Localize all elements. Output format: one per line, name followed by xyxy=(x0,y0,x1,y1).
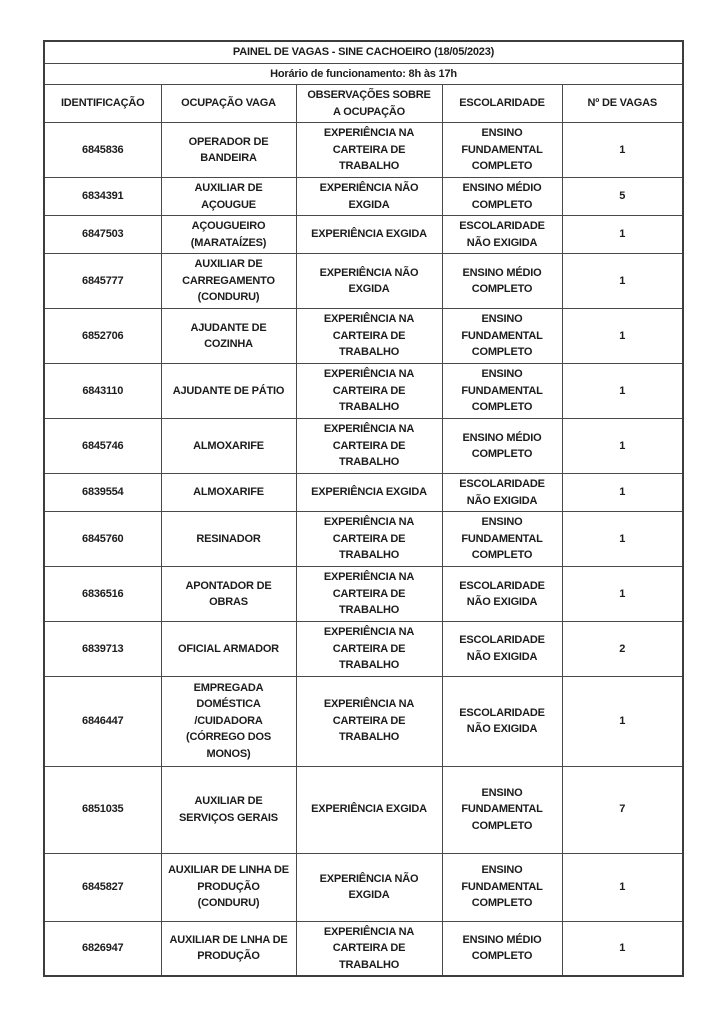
observations-cell: EXPERIÊNCIA EXGIDA xyxy=(296,474,442,512)
id-cell: 6846447 xyxy=(44,676,161,766)
occupation-cell: AUXILIAR DE CARREGAMENTO (CONDURU) xyxy=(161,254,296,309)
vacancy-count-cell: 1 xyxy=(562,921,683,976)
table-title-row xyxy=(44,41,683,63)
table-row xyxy=(44,419,683,474)
opening-hours: Horário de funcionamento: 8h às 17h xyxy=(44,63,683,85)
vacancy-count-cell: 1 xyxy=(562,676,683,766)
education-cell: ESCOLARIDADE NÃO EXIGIDA xyxy=(442,676,562,766)
observations-cell: EXPERIÊNCIA NA CARTEIRA DE TRABALHO xyxy=(296,123,442,178)
table-row xyxy=(44,853,683,921)
vacancy-count-cell: 1 xyxy=(562,567,683,622)
id-cell: 6836516 xyxy=(44,567,161,622)
occupation-cell: AUXILIAR DE AÇOUGUE xyxy=(161,178,296,216)
vacancy-count-cell: 1 xyxy=(562,853,683,921)
id-cell: 6826947 xyxy=(44,921,161,976)
vacancy-count-cell: 1 xyxy=(562,474,683,512)
observations-cell: EXPERIÊNCIA NÃO EXGIDA xyxy=(296,853,442,921)
observations-cell: EXPERIÊNCIA NA CARTEIRA DE TRABALHO xyxy=(296,921,442,976)
occupation-cell: AÇOUGUEIRO (MARATAÍZES) xyxy=(161,216,296,254)
vacancy-count-cell: 2 xyxy=(562,622,683,677)
occupation-cell: AJUDANTE DE COZINHA xyxy=(161,309,296,364)
education-cell: ENSINO MÉDIO COMPLETO xyxy=(442,178,562,216)
observations-cell: EXPERIÊNCIA NA CARTEIRA DE TRABALHO xyxy=(296,567,442,622)
table-row xyxy=(44,364,683,419)
id-cell: 6845746 xyxy=(44,419,161,474)
id-cell: 6851035 xyxy=(44,766,161,853)
id-cell: 6847503 xyxy=(44,216,161,254)
vacancy-count-cell: 1 xyxy=(562,254,683,309)
column-header-identificacao: IDENTIFICAÇÃO xyxy=(44,85,161,123)
table-row xyxy=(44,309,683,364)
education-cell: ENSINO FUNDAMENTAL COMPLETO xyxy=(442,853,562,921)
education-cell: ENSINO FUNDAMENTAL COMPLETO xyxy=(442,309,562,364)
occupation-cell: AJUDANTE DE PÁTIO xyxy=(161,364,296,419)
occupation-cell: OPERADOR DE BANDEIRA xyxy=(161,123,296,178)
table-row xyxy=(44,676,683,766)
vacancy-count-cell: 1 xyxy=(562,216,683,254)
education-cell: ENSINO MÉDIO COMPLETO xyxy=(442,921,562,976)
observations-cell: EXPERIÊNCIA NÃO EXGIDA xyxy=(296,254,442,309)
vacancies-table xyxy=(43,40,684,977)
table-row xyxy=(44,216,683,254)
observations-cell: EXPERIÊNCIA NA CARTEIRA DE TRABALHO xyxy=(296,676,442,766)
column-header-vagas: Nº DE VAGAS xyxy=(562,85,683,123)
id-cell: 6839554 xyxy=(44,474,161,512)
observations-cell: EXPERIÊNCIA NÃO EXGIDA xyxy=(296,178,442,216)
id-cell: 6843110 xyxy=(44,364,161,419)
occupation-cell: EMPREGADA DOMÉSTICA /CUIDADORA (CÓRREGO DOS MONOS) xyxy=(161,676,296,766)
education-cell: ENSINO FUNDAMENTAL COMPLETO xyxy=(442,364,562,419)
table-row xyxy=(44,123,683,178)
vacancy-count-cell: 1 xyxy=(562,123,683,178)
observations-cell: EXPERIÊNCIA NA CARTEIRA DE TRABALHO xyxy=(296,309,442,364)
vacancy-count-cell: 1 xyxy=(562,512,683,567)
column-header-ocupacao: OCUPAÇÃO VAGA xyxy=(161,85,296,123)
observations-cell: EXPERIÊNCIA NA CARTEIRA DE TRABALHO xyxy=(296,622,442,677)
occupation-cell: ALMOXARIFE xyxy=(161,419,296,474)
id-cell: 6845777 xyxy=(44,254,161,309)
table-row xyxy=(44,254,683,309)
occupation-cell: RESINADOR xyxy=(161,512,296,567)
education-cell: ESCOLARIDADE NÃO EXIGIDA xyxy=(442,567,562,622)
education-cell: ENSINO FUNDAMENTAL COMPLETO xyxy=(442,123,562,178)
vacancy-count-cell: 1 xyxy=(562,364,683,419)
observations-cell: EXPERIÊNCIA NA CARTEIRA DE TRABALHO xyxy=(296,364,442,419)
table-title: PAINEL DE VAGAS - SINE CACHOEIRO (18/05/2023) xyxy=(44,41,683,63)
column-header-row xyxy=(44,85,683,123)
education-cell: ESCOLARIDADE NÃO EXIGIDA xyxy=(442,474,562,512)
table-row xyxy=(44,474,683,512)
vacancy-count-cell: 7 xyxy=(562,766,683,853)
id-cell: 6845827 xyxy=(44,853,161,921)
table-row xyxy=(44,512,683,567)
id-cell: 6845836 xyxy=(44,123,161,178)
column-header-observacoes: OBSERVAÇÕES SOBRE A OCUPAÇÃO xyxy=(296,85,442,123)
observations-cell: EXPERIÊNCIA NA CARTEIRA DE TRABALHO xyxy=(296,419,442,474)
occupation-cell: AUXILIAR DE SERVIÇOS GERAIS xyxy=(161,766,296,853)
education-cell: ENSINO MÉDIO COMPLETO xyxy=(442,419,562,474)
table-row xyxy=(44,622,683,677)
occupation-cell: ALMOXARIFE xyxy=(161,474,296,512)
education-cell: ESCOLARIDADE NÃO EXIGIDA xyxy=(442,622,562,677)
education-cell: ENSINO FUNDAMENTAL COMPLETO xyxy=(442,512,562,567)
table-row xyxy=(44,766,683,853)
occupation-cell: AUXILIAR DE LINHA DE PRODUÇÃO (CONDURU) xyxy=(161,853,296,921)
education-cell: ENSINO FUNDAMENTAL COMPLETO xyxy=(442,766,562,853)
occupation-cell: APONTADOR DE OBRAS xyxy=(161,567,296,622)
id-cell: 6834391 xyxy=(44,178,161,216)
id-cell: 6852706 xyxy=(44,309,161,364)
observations-cell: EXPERIÊNCIA NA CARTEIRA DE TRABALHO xyxy=(296,512,442,567)
occupation-cell: OFICIAL ARMADOR xyxy=(161,622,296,677)
table-subtitle-row xyxy=(44,63,683,85)
table-row xyxy=(44,921,683,976)
id-cell: 6839713 xyxy=(44,622,161,677)
table-row xyxy=(44,567,683,622)
column-header-escolaridade: ESCOLARIDADE xyxy=(442,85,562,123)
vacancy-count-cell: 1 xyxy=(562,309,683,364)
id-cell: 6845760 xyxy=(44,512,161,567)
table-row xyxy=(44,178,683,216)
occupation-cell: AUXILIAR DE LNHA DE PRODUÇÃO xyxy=(161,921,296,976)
education-cell: ESCOLARIDADE NÃO EXIGIDA xyxy=(442,216,562,254)
education-cell: ENSINO MÉDIO COMPLETO xyxy=(442,254,562,309)
vacancy-count-cell: 1 xyxy=(562,419,683,474)
vacancy-count-cell: 5 xyxy=(562,178,683,216)
observations-cell: EXPERIÊNCIA EXGIDA xyxy=(296,216,442,254)
observations-cell: EXPERIÊNCIA EXGIDA xyxy=(296,766,442,853)
